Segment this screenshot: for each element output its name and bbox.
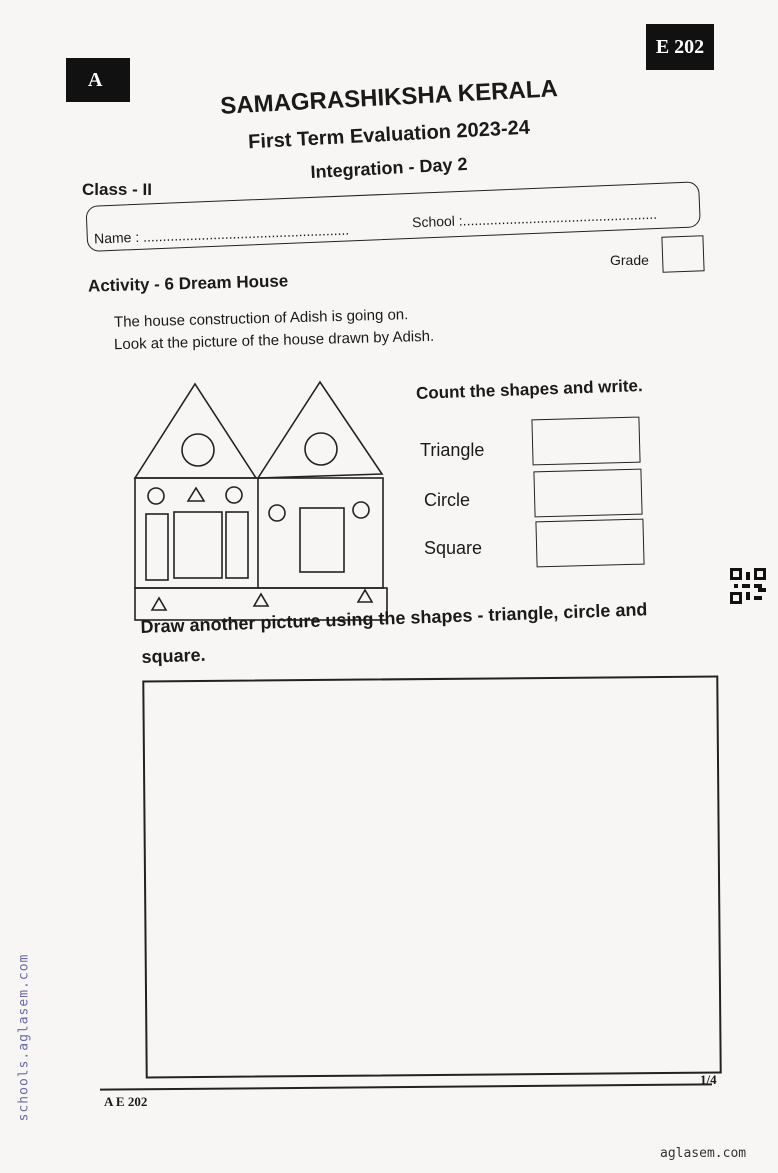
right-roof-circle — [305, 433, 337, 465]
paper-set-letter: A — [88, 68, 103, 91]
triangle-answer-box[interactable] — [531, 417, 640, 466]
circle-label: Circle — [424, 490, 471, 510]
footer-paper-code: A E 202 — [104, 1094, 148, 1109]
left-roof-circle — [182, 434, 214, 466]
footer-divider — [100, 1083, 712, 1090]
activity-intro-line-2: Look at the picture of the house drawn by Adish. — [113, 327, 435, 354]
paper-set-badge — [66, 58, 130, 102]
draw-task-title: Draw another picture using the shapes - triangle, circle and square. — [140, 599, 648, 667]
right-roof-triangle — [258, 382, 382, 478]
left-roof-triangle — [135, 384, 256, 478]
name-field[interactable]: Name : ..................................................... — [93, 221, 350, 247]
side-watermark: schools.aglasem.com — [16, 953, 32, 1122]
bottom-watermark: aglasem.com — [660, 1146, 747, 1161]
dream-house-drawing — [130, 374, 392, 624]
paper-code-badge: E 202 — [646, 24, 714, 70]
square-answer-box[interactable] — [535, 519, 644, 568]
activity-intro-line-1: The house construction of Adish is going on. — [113, 306, 409, 331]
grade-label: Grade — [610, 252, 649, 268]
triangle-label: Triangle — [420, 440, 485, 460]
circle-answer-box[interactable] — [533, 469, 642, 518]
qr-code-icon — [730, 568, 766, 604]
grade-box[interactable] — [661, 235, 704, 272]
count-task-title: Count the shapes and write. — [415, 376, 643, 403]
school-field[interactable]: School :.................................................. — [411, 205, 658, 231]
drawing-area[interactable] — [142, 675, 721, 1078]
class-label: Class - II — [82, 180, 152, 199]
page-number: 1/4 — [700, 1072, 717, 1087]
exam-title: First Term Evaluation 2023-24 — [247, 116, 531, 154]
activity-title: Activity - 6 Dream House — [87, 271, 289, 296]
organization-title: SAMAGRASHIKSHA KERALA — [219, 75, 559, 120]
exam-subtitle: Integration - Day 2 — [310, 153, 468, 183]
house-body — [135, 478, 383, 588]
square-label: Square — [424, 538, 483, 558]
